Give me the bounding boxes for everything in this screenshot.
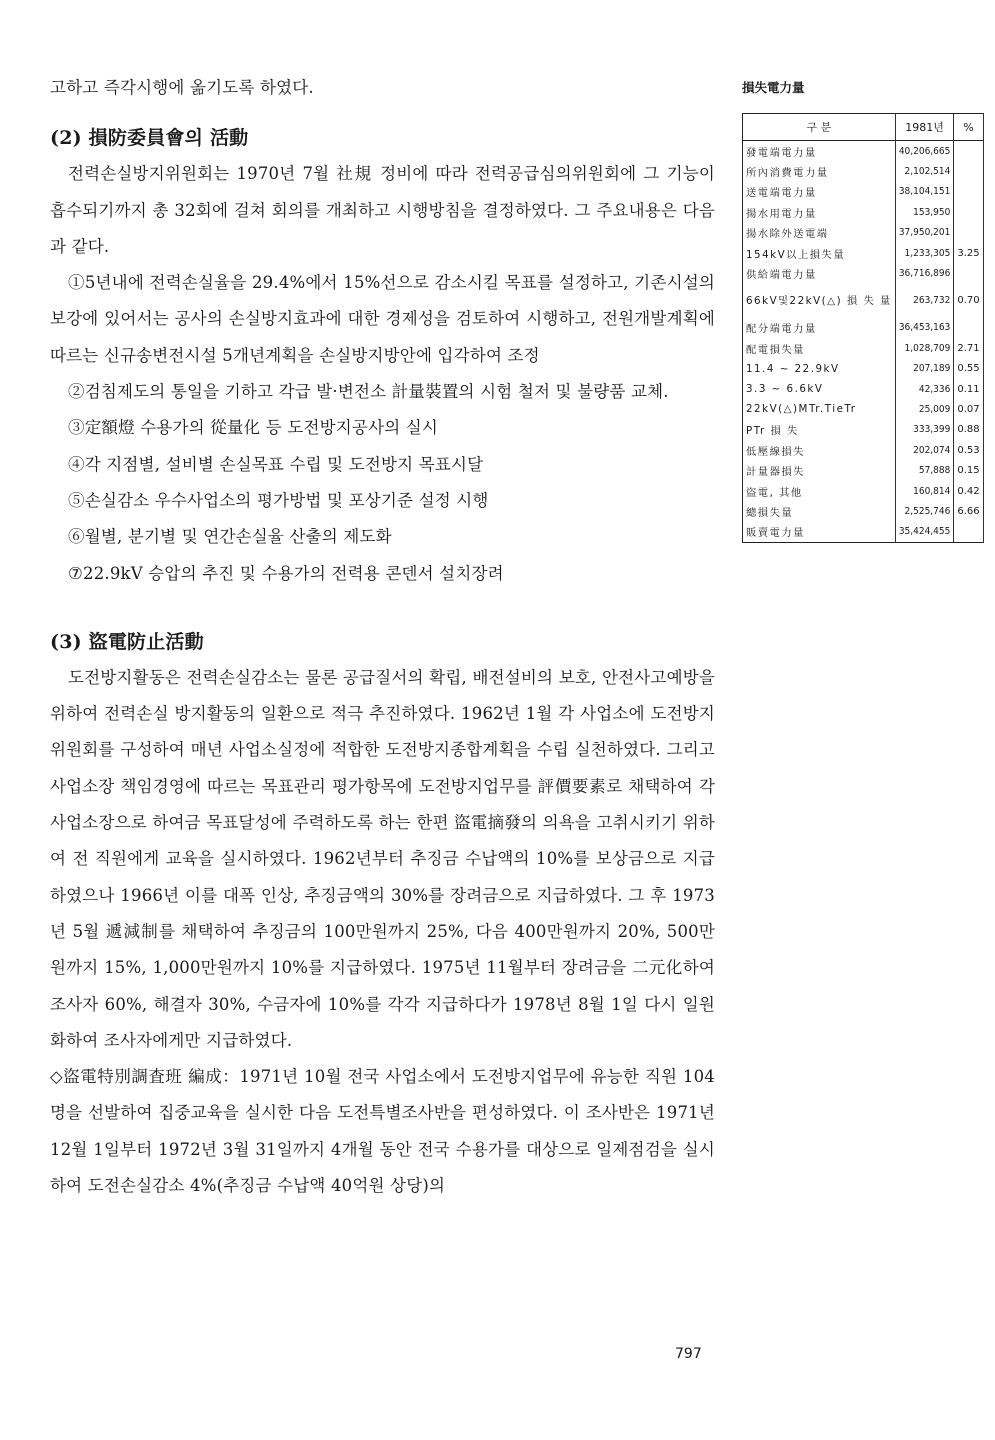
row-category: 所內消費電力量 — [743, 161, 896, 181]
table-row — [743, 202, 984, 222]
table-row — [743, 379, 984, 399]
row-percent: 0.88 — [954, 420, 983, 440]
row-category: 154kV以上損失量 — [743, 243, 896, 263]
table-row — [743, 243, 984, 263]
table-row — [743, 338, 984, 358]
row-value: 36,716,896 — [895, 263, 954, 283]
row-value: 40,206,665 — [895, 141, 954, 162]
row-value: 2,525,746 — [895, 501, 954, 521]
row-value: 207,189 — [895, 359, 954, 379]
table-row — [743, 263, 984, 283]
row-category: 22kV(△)MTr.TieTr — [743, 399, 896, 419]
row-percent: 2.71 — [954, 338, 983, 358]
row-percent: 3.25 — [954, 243, 983, 263]
row-percent — [954, 202, 983, 222]
row-value: 36,453,163 — [895, 318, 954, 338]
row-value: 160,814 — [895, 481, 954, 501]
row-category: 送電端電力量 — [743, 182, 896, 202]
row-category: 揚水除外送電端 — [743, 223, 896, 243]
row-percent — [954, 161, 983, 181]
row-percent: 0.11 — [954, 379, 983, 399]
row-category: 販賣電力量 — [743, 522, 896, 543]
section-2-item-4: ④각 지점별, 설비별 손실목표 수립 및 도전방지 목표시달 — [68, 454, 484, 474]
table-row — [743, 481, 984, 501]
row-percent: 0.53 — [954, 440, 983, 460]
row-category: 3.3 ~ 6.6kV — [743, 379, 896, 399]
loss-table-title: 損失電力量 — [742, 80, 805, 95]
row-value: 38,104,151 — [895, 182, 954, 202]
row-category: 供給端電力量 — [743, 263, 896, 283]
row-value: 2,102,514 — [895, 161, 954, 181]
main-text-column — [50, 70, 715, 1204]
table-row — [743, 223, 984, 243]
section-2-item-3: ③定額燈 수용가의 從量化 등 도전방지공사의 실시 — [68, 418, 439, 438]
section-2-paragraph: 전력손실방지위원회는 1970년 7월 社規 정비에 따라 전력공급심의위원회에 그 기능이 흡수되기까지 총 32회에 걸쳐 회의를 개최하고 시행방침을 결정하였다. 그 주요내용은 다음과 같다. — [50, 164, 715, 256]
row-percent — [954, 318, 983, 338]
header-category: 구 분 — [743, 114, 896, 141]
section-3-paragraph-2: ◇盜電特別調査班 編成：1971년 10월 전국 사업소에서 도전방지업무에 유능한 직원 104명을 선발하여 집중교육을 실시한 다음 도전특별조사반을 편성하였다. 이 조사반은 1971년 12월 1일부터 1972년 3월 31일까지 4개월 동안 전국 수용가를 대상으로 일제점검을 실시하여 도전손실감소 4%(추징금 수납액 40억원 상당)의 — [50, 1067, 715, 1196]
table-row — [743, 284, 984, 318]
section-2-item-6: ⑥월별, 분기별 및 연간손실율 산출의 제도화 — [68, 527, 392, 547]
row-percent — [954, 223, 983, 243]
row-category: 配分端電力量 — [743, 318, 896, 338]
table-row — [743, 141, 984, 162]
section-3-paragraph-1: 도전방지활동은 전력손실감소는 물론 공급질서의 확립, 배전설비의 보호, 안전사고예방을 위하여 전력손실 방지활동의 일환으로 적극 추진하였다. 1962년 1월 각 사업소에 도전방지위원회를 구성하여 매년 사업소실정에 적합한 도전방지종합계획을 수립 실천하였다. 그리고 사업소장 책임경영에 따르는 목표관리 평가항목에 도전방지업무를 評價要素로 채택하여 각 사업소장으로 하여금 목표달성에 주력하도록 하는 한편 盜電摘發의 의욕을 고취시키기 위하여 전 직원에게 교육을 실시하였다. 1962년부터 추징금 수납액의 10%를 보상금으로 지급하였으나 1966년 이를 대폭 인상, 추징금액의 30%를 장려금으로 지급하였다. 그 후 1973년 5월 遞減制를 채택하여 추징금의 100만원까지 25%, 다음 400만원까지 20%, 500만원까지 15%, 1,000만원까지 10%를 지급하였다. 1975년 11월부터 장려금을 二元化하여 조사자 60%, 해결자 30%, 수금자에 10%를 각각 지급하다가 1978년 8월 1일 다시 일원화하여 조사자에게만 지급하였다. — [50, 667, 715, 1050]
row-value: 202,074 — [895, 440, 954, 460]
row-category: 揚水用電力量 — [743, 202, 896, 222]
row-percent: 0.55 — [954, 359, 983, 379]
row-category: 計量器損失 — [743, 460, 896, 480]
section-2-item-7: ⑦22.9kV 승압의 추진 및 수용가의 전력용 콘덴서 설치장려 — [68, 563, 504, 583]
row-percent — [954, 522, 983, 543]
row-percent: 0.07 — [954, 399, 983, 419]
loss-energy-table — [742, 113, 984, 543]
table-row — [743, 399, 984, 419]
row-value: 153,950 — [895, 202, 954, 222]
row-category: 配電損失量 — [743, 338, 896, 358]
table-row — [743, 182, 984, 202]
table-body — [743, 141, 984, 543]
row-value: 37,950,201 — [895, 223, 954, 243]
section-2-item-1: ①5년내에 전력손실율을 29.4%에서 15%선으로 감소시킬 목표를 설정하고, 기존시설의 보강에 있어서는 공사의 손실방지효과에 대한 경제성을 검토하여 시행하고, 전원개발계획에 따르는 신규송변전시설 5개년계획을 손실방지방안에 입각하여 조정 — [50, 273, 715, 365]
row-category: 總損失量 — [743, 501, 896, 521]
table-row — [743, 501, 984, 521]
row-value: 35,424,455 — [895, 522, 954, 543]
row-value: 263,732 — [895, 284, 954, 318]
row-percent — [954, 263, 983, 283]
section-2-item-2: ②검침제도의 통일을 기하고 각급 발·변전소 計量裝置의 시험 철저 및 불량품 교체. — [68, 382, 669, 402]
table-row — [743, 460, 984, 480]
row-percent: 0.42 — [954, 481, 983, 501]
table-header-row — [743, 114, 984, 141]
table-row — [743, 161, 984, 181]
table-row — [743, 440, 984, 460]
row-percent: 0.70 — [954, 284, 983, 318]
table-row — [743, 359, 984, 379]
loss-table-sidebar — [742, 78, 980, 543]
row-category: PTr 損 失 — [743, 420, 896, 440]
table-row — [743, 420, 984, 440]
row-value: 57,888 — [895, 460, 954, 480]
header-percent: % — [954, 114, 983, 141]
intro-line: 고하고 즉각시행에 옮기도록 하였다. — [50, 78, 314, 97]
row-category: 發電端電力量 — [743, 141, 896, 162]
row-percent: 0.15 — [954, 460, 983, 480]
table-row — [743, 318, 984, 338]
row-value: 333,399 — [895, 420, 954, 440]
row-percent: 6.66 — [954, 501, 983, 521]
section-2-item-5: ⑤손실감소 우수사업소의 평가방법 및 포상기준 설정 시행 — [68, 490, 489, 510]
row-percent — [954, 182, 983, 202]
header-year: 1981년 — [895, 114, 954, 141]
row-category: 11.4 ~ 22.9kV — [743, 359, 896, 379]
row-percent — [954, 141, 983, 162]
row-value: 1,028,709 — [895, 338, 954, 358]
section-3-heading: (3) 盜電防止活動 — [50, 630, 204, 653]
table-row — [743, 522, 984, 543]
section-2-heading: (2) 損防委員會의 活動 — [50, 127, 249, 150]
row-value: 1,233,305 — [895, 243, 954, 263]
row-category: 66kV및22kV(△) 損 失 量 — [743, 284, 896, 318]
row-category: 低壓線損失 — [743, 440, 896, 460]
row-category: 盜電, 其他 — [743, 481, 896, 501]
page-number: 797 — [675, 1346, 702, 1362]
row-value: 25,009 — [895, 399, 954, 419]
row-value: 42,336 — [895, 379, 954, 399]
